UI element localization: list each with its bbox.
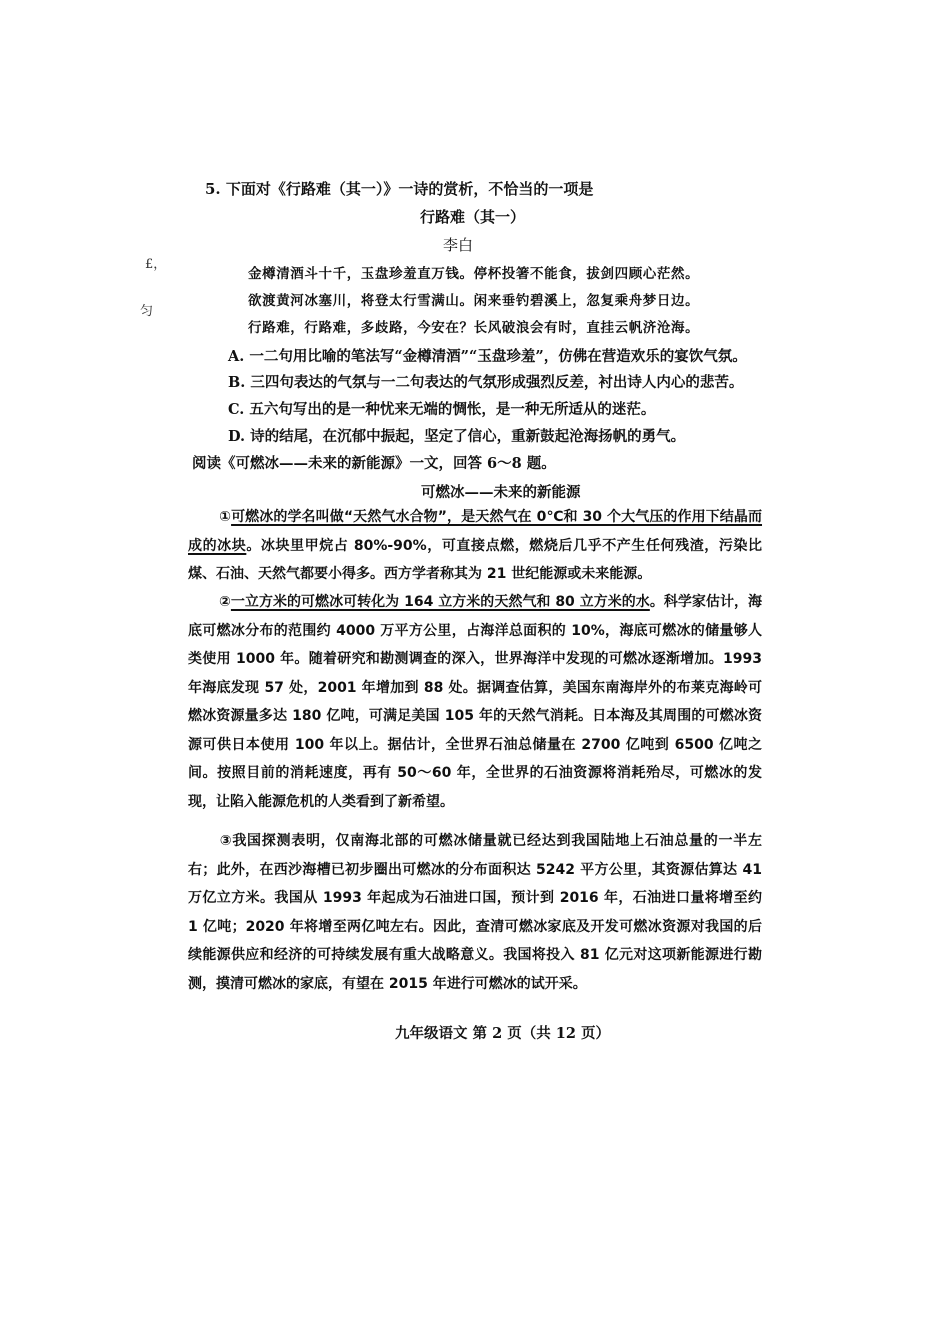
page-footer: 九年级语文 第 2 页（共 12 页） [395, 1025, 611, 1042]
paragraph-text: 。冰块里甲烷占 80%-90%，可直接点燃，燃烧后几乎不产生任何残渣，污染比煤、石油、天然气都要小得多。西方学者称其为 21 世纪能源或未来能源。 [188, 537, 763, 582]
reading-intro: 阅读《可燃冰——未来的新能源》一文，回答 6～8 题。 [192, 455, 556, 472]
underlined-sentence: 可燃冰的学名叫做“天然气水合物”，是天然气在 0℃和 30 个大气压的作用下结晶而成的冰块 [188, 509, 763, 554]
margin-mark: 匀 [140, 304, 154, 319]
article-paragraph-1 [188, 503, 762, 589]
poem-line: 欲渡黄河冰塞川，将登太行雪满山。闲来垂钓碧溪上，忽复乘舟梦日边。 [248, 293, 700, 309]
poem-line: 行路难，行路难，多歧路，今安在？长风破浪会有时，直挂云帆济沧海。 [248, 320, 700, 336]
question-title: 5. 下面对《行路难（其一）》一诗的赏析，不恰当的一项是 [205, 180, 594, 198]
article-paragraph-2 [188, 588, 762, 816]
article-paragraph-3 [188, 827, 762, 998]
option-c: C. 五六句写出的是一种忧来无端的惆怅，是一种无所适从的迷茫。 [228, 401, 656, 418]
poem-title: 行路难（其一） [420, 208, 526, 226]
paragraph-text: ③我国探测表明，仅南海北部的可燃冰储量就已经达到我国陆地上石油总量的一半左右；此外，在西沙海槽已初步圈出可燃冰的分布面积达 5242 平方公里，其资源估算达 41 万亿立方米。我国从 1993 年起成为石油进口国，预计到 2016 年，石油进口量将增至约 1 亿吨；2020 年将增至两亿吨左右。因此，查清可燃冰家底及开发可燃冰资源对我国的后续能源供应和经济的可持续发展有重大战略意义。我国将投入 81 亿元对这项新能源进行勘测，摸清可燃冰的家底，有望在 2015 年进行可燃冰的试开采。 [188, 833, 762, 992]
underlined-sentence: 一立方米的可燃冰可转化为 164 立方米的天然气和 80 立方米的水 [230, 594, 650, 610]
option-d: D. 诗的结尾，在沉郁中振起，坚定了信心，重新鼓起沧海扬帆的勇气。 [228, 428, 686, 445]
article-title: 可燃冰——未来的新能源 [421, 484, 581, 501]
margin-mark: £， [145, 257, 167, 272]
option-b: B. 三四句表达的气氛与一二句表达的气氛形成强烈反差，衬出诗人内心的悲苦。 [228, 374, 744, 391]
option-a: A. 一二句用比喻的笔法写“金樽清酒”“玉盘珍羞”，仿佛在营造欢乐的宴饮气氛。 [228, 348, 747, 365]
paragraph-text: 。科学家估计，海底可燃冰分布的范围约 4000 万平方公里，占海洋总面积的 10%，海底可燃冰的储量够人类使用 1000 年。随着研究和勘测调查的深入，世界海洋中发现的可燃冰逐渐增加。1993 年海底发现 57 处，2001 年增加到 88 处。据调查估算，美国东南海岸外的布莱克海岭可燃冰资源量多达 180 亿吨，可满足美国 105 年的天然气消耗。日本海及其周围的可燃冰资源可供日本使用 100 年以上。据估计，全世界石油总储量在 2700 亿吨到 6500 亿吨之间。按照目前的消耗速度，再有 50～60 年，全世界的石油资源将消耗殆尽，可燃冰的发现，让陷入能源危机的人类看到了新希望。 [188, 594, 763, 810]
paragraph-marker: ② [219, 594, 231, 610]
poem-line: 金樽清酒斗十千，玉盘珍羞直万钱。停杯投箸不能食，拔剑四顾心茫然。 [248, 266, 700, 282]
poem-author: 李白 [443, 236, 474, 254]
paragraph-marker: ① [219, 509, 232, 525]
